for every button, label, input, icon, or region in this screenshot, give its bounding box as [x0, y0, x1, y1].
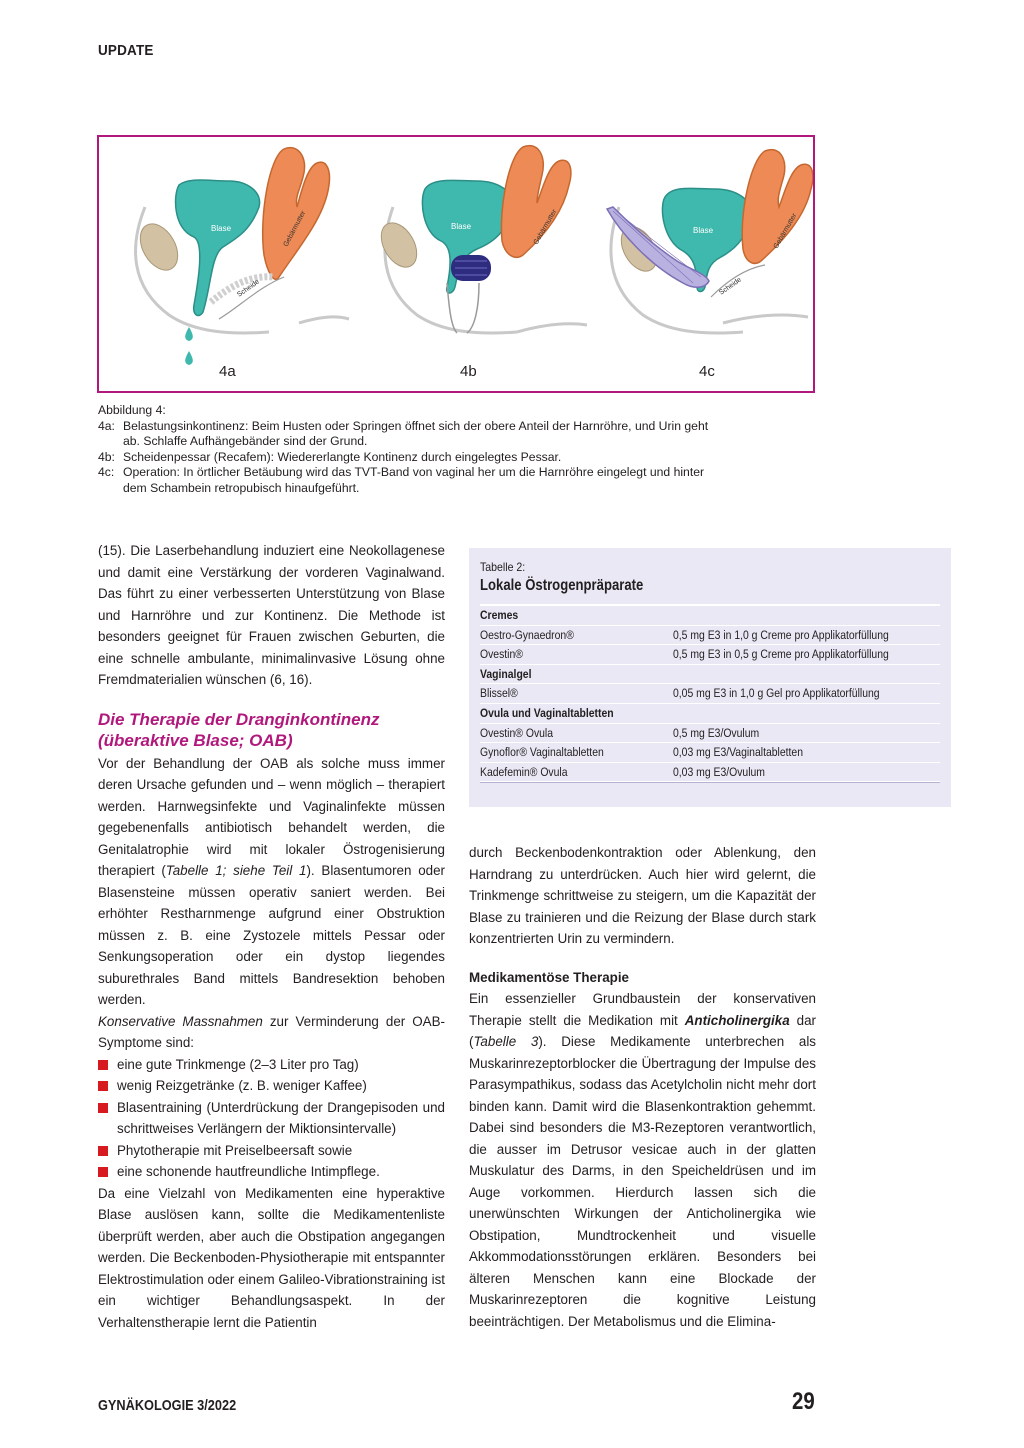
pubic-bone	[374, 217, 424, 274]
urine-drop	[185, 327, 193, 341]
panel-4a	[133, 148, 349, 365]
table-cell: Vaginalgel	[480, 666, 532, 681]
urine-drop	[185, 351, 193, 365]
table-reference: Tabelle 3	[473, 1034, 539, 1049]
figure-label-4b: 4b	[460, 363, 477, 380]
caption-item-4c	[98, 465, 818, 496]
paragraph-anticholinergics	[469, 988, 816, 1332]
caption-key: 4a:	[98, 418, 115, 433]
table-row	[480, 743, 940, 763]
paragraph-medications: Da eine Vielzahl von Medikamenten eine hyperaktive Blase auslösen kann, sollte die Medikamentenliste überprüft werden, aber auch die Obstipation angegangen werden. Die Beckenboden-Physiotherapie mit entspannter Elektrostimulation oder einem Galileo-Vibrationstraining ist ein wichtiger Behandlungsaspekt. In der Verhaltenstherapie lernt die Patientin	[98, 1185, 445, 1330]
section-header: UPDATE	[98, 42, 154, 59]
table-cell: 0,05 mg E3 in 1,0 g Gel pro Applikatorfüllung	[673, 686, 880, 701]
table-cell: 0,03 mg E3/Vaginaltabletten	[673, 745, 804, 760]
table-cell: Cremes	[480, 608, 519, 622]
label-bladder: Blase	[211, 224, 232, 233]
pubic-bone	[133, 217, 186, 276]
caption-line: Operation: In örtlicher Betäubung wird das TVT-Band von vaginal her um die Harnröhre eingelegt und hinter	[123, 465, 705, 480]
column-right	[469, 842, 816, 1332]
list-item: wenig Reizgetränke (z. B. weniger Kaffee)	[98, 1075, 445, 1097]
label-bladder: Blase	[451, 222, 472, 231]
table-cell: Kadefemin® Ovula	[480, 764, 568, 779]
caption-key: 4b:	[98, 449, 115, 464]
table-rule	[480, 782, 940, 783]
table-row	[480, 684, 940, 704]
text-run: Ein essenzieller Grundbaustein der konservativen Therapie stellt die Medikation mit	[469, 991, 816, 1028]
table-cell: Blissel®	[480, 686, 518, 701]
caption-item-4a	[98, 419, 818, 450]
figure-4-illustration	[99, 137, 813, 391]
uterus	[263, 148, 330, 280]
figure-caption	[98, 403, 818, 497]
figure-label-4a: 4a	[219, 363, 236, 380]
text-run: Anticholinergika	[684, 1012, 790, 1028]
label-vagina: Scheide	[236, 278, 261, 299]
list-item: Blasentraining (Unterdrückung der Drangepisoden und schrittweises Verlängern der Miktionsintervalle)	[98, 1097, 445, 1140]
figure-4	[97, 135, 815, 393]
text-run: dar (	[469, 1012, 817, 1049]
label-vagina: Scheide	[718, 276, 743, 297]
caption-key: 4c:	[98, 465, 115, 480]
section-heading-oab: Die Therapie der Dranginkontinenz (überaktive Blase; OAB)	[98, 709, 380, 750]
label-bladder: Blase	[693, 226, 714, 235]
panel-4b	[374, 146, 587, 333]
column-left	[98, 540, 445, 1333]
label-uterus: Gebärmutter	[282, 209, 308, 248]
journal-footer: GYNÄKOLOGIE 3/2022	[98, 1397, 237, 1414]
pelvic-outline	[517, 324, 587, 332]
table-row	[480, 626, 940, 646]
caption-line: ab. Schlaffe Aufhängebänder sind der Grund.	[123, 434, 368, 449]
table-reference: Tabelle 1; siehe Teil 1	[165, 863, 307, 878]
table-cell: 0,03 mg E3/Ovulum	[673, 764, 765, 779]
text-run: zur Verminderung der OAB-Symptome sind:	[98, 1013, 445, 1050]
caption-title: Abbildung 4:	[98, 403, 166, 417]
paragraph-conservative	[98, 1011, 445, 1054]
caption-line: Scheidenpessar (Recafem): Wiedererlangte Kontinenz durch eingelegtes Pessar.	[123, 449, 562, 464]
table-title: Lokale Östrogenpräparate	[480, 577, 644, 594]
table-row	[480, 763, 940, 783]
text-run: Vor der Behandlung der OAB als solche muss immer deren Ursache gefunden und – wenn möglich – therapiert werden. Harnwegsinfekte und Vaginalinfekte müssen gegebenenfalls antibiotisch behandelt werden, die Genitalatrophie wird mit lokaler Östrogenisierung therapiert (	[98, 755, 445, 878]
table-cell: Ovestin® Ovula	[480, 725, 554, 740]
table-cell: Ovestin®	[480, 647, 523, 662]
subheading-medication: Medikamentöse Therapie	[469, 969, 629, 985]
bullet-list	[98, 1054, 445, 1183]
pelvic-outline	[299, 317, 349, 323]
list-item: Phytotherapie mit Preiselbeersaft sowie	[98, 1140, 445, 1162]
table-group-header	[480, 704, 940, 724]
panel-4c	[607, 150, 813, 333]
caption-line: Belastungsinkontinenz: Beim Husten oder Springen öffnet sich der obere Anteil der Harnröhre, und Urin geht	[123, 418, 709, 433]
table-group-header	[480, 665, 940, 685]
paragraph-laser: (15). Die Laserbehandlung induziert eine Neokollagenese und damit eine Verstärkung der vorderen Vaginalwand. Das führt zu einer verbesserten Unterstützung von Blase und Harnröhre und zur Kontinenz. Die Methode ist besonders geeignet für Frauen zwischen Geburten, die eine schnelle ambulante, minimalinvasive Lösung ohne Fremdmaterialien wünschen (6, 16).	[98, 543, 445, 687]
table-caption: Tabelle 2:	[480, 560, 526, 574]
table-cell: 0,5 mg E3 in 0,5 g Creme pro Applikatorfüllung	[673, 647, 889, 662]
table-group-header	[480, 606, 940, 626]
table-row	[480, 645, 940, 665]
figure-label-4c: 4c	[699, 363, 715, 380]
table-estrogen	[469, 548, 951, 807]
table-row	[480, 724, 940, 744]
caption-item-4b	[98, 450, 818, 466]
table-cell: Ovula und Vaginaltabletten	[480, 705, 614, 720]
text-run: Konservative Massnahmen	[98, 1013, 263, 1029]
paragraph-behavior: durch Beckenbodenkontraktion oder Ablenkung, den Harndrang zu unterdrücken. Auch hier wird gelernt, die Trinkmenge schrittweise zu steigern, um die Kapazität der Blase zu trainieren und die Reizung der Blase durch stark konzentrierten Urin zu vermindern.	[469, 845, 816, 946]
list-item: eine gute Trinkmenge (2–3 Liter pro Tag)	[98, 1054, 445, 1076]
table-cell: 0,5 mg E3/Ovulum	[673, 725, 760, 740]
text-run: ). Blasentumoren oder Blasensteine müssen operativ saniert werden. Bei erhöhter Restharnmenge aufgrund einer Obstruktion müssen z. B. eine Zystozele mittels Pessar oder Senkungsoperation oder ein dystop liegendes suburethrales Band mittels Bandresektion behoben werden.	[98, 863, 445, 1007]
table-cell: 0,5 mg E3 in 1,0 g Creme pro Applikatorfüllung	[673, 627, 889, 642]
bladder	[176, 180, 260, 316]
page-number: 29	[792, 1388, 815, 1415]
label-uterus: Gebärmutter	[772, 212, 799, 250]
table-cell: Gynoflor® Vaginaltabletten	[480, 745, 604, 760]
paragraph-oab-causes	[98, 753, 445, 1011]
table-cell: Oestro-Gynaedron®	[480, 627, 574, 642]
pelvic-outline	[723, 315, 808, 323]
caption-line: dem Schambein retropubisch hinaufgeführt.	[123, 480, 360, 495]
text-run: ). Diese Medikamente unterbrechen als Muskarinrezeptorblocker die Übertragung der Impulse des Parasympathikus, sodass das Acetylcholin nicht mehr dort binden kann. Damit wird die Blasenkontraktion gehemmt. Dabei sind besonders die M3-Rezeptoren verantwortlich, die ausser im Detrusor vesicae auch in der glatten Muskulatur des Darms, in den Speicheldrüsen und im Auge vorkommen. Hierdurch lassen sich die unerwünschten Wirkungen der Anticholinergika wie Obstipation, Mundtrockenheit und visuelle Akkommodationsstörungen erklären. Besonders bei älteren Menschen kann eine Blockade der Muskarinrezeptoren die kognitive Leistung beeinträchtigen. Der Metabolismus und die Elimina-	[469, 1034, 816, 1329]
label-uterus: Gebärmutter	[532, 208, 559, 246]
list-item: eine schonende hautfreundliche Intimpflege.	[98, 1161, 445, 1183]
